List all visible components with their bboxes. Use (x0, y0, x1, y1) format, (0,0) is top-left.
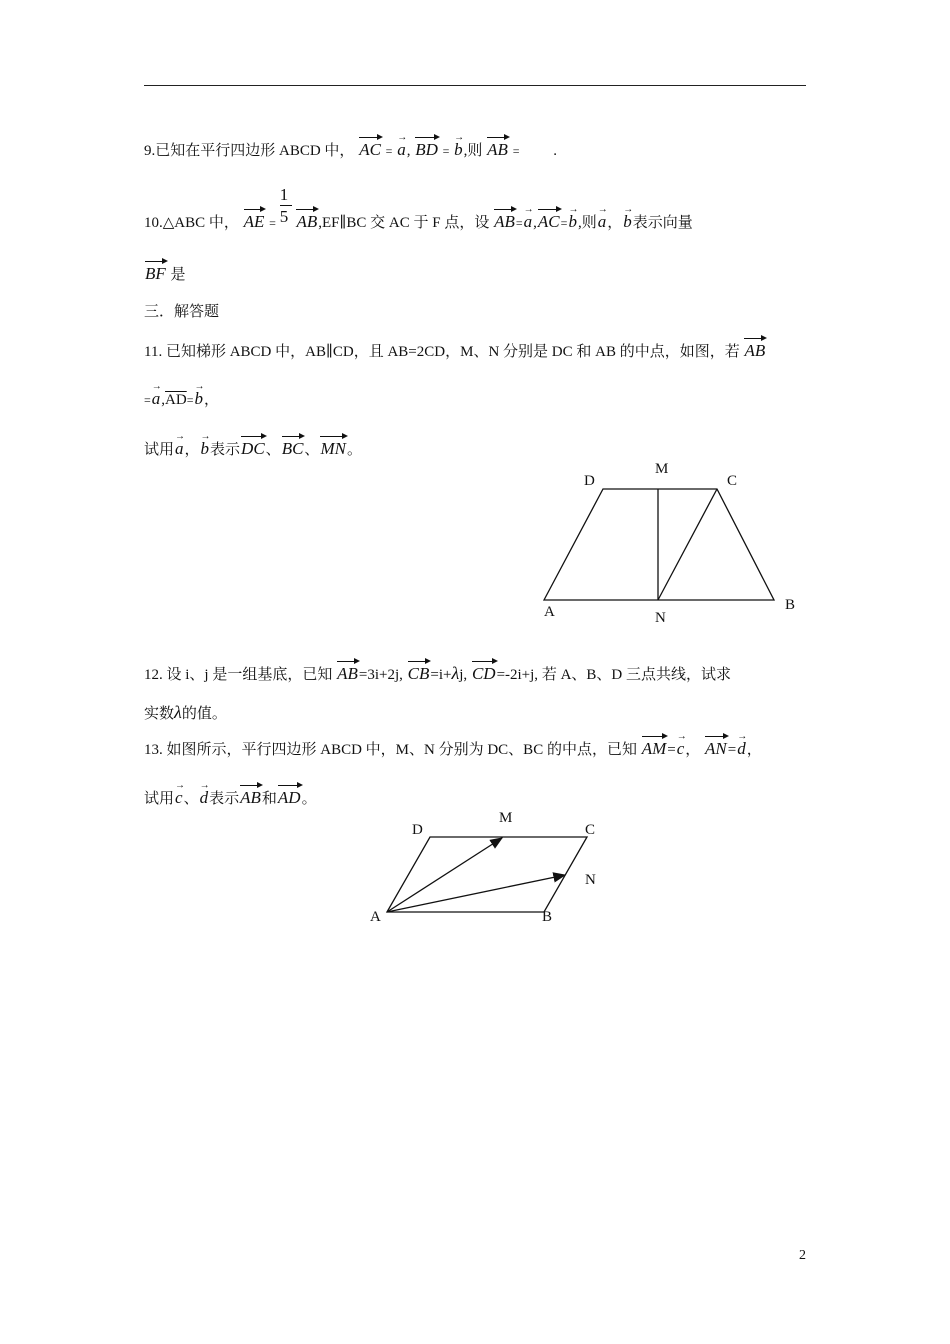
q13-text: 13. 如图所示，平行四边形 ABCD 中，M、N 分别为 DC、BC 的中点，已知 (144, 742, 637, 758)
q12-text: 12. 设 i、j 是一组基底，已知 (144, 667, 333, 683)
vector-ab: AB (494, 206, 515, 232)
equals: = (269, 216, 276, 230)
vector-am: AM (642, 733, 667, 759)
q9-then: ,则 (463, 143, 483, 159)
question-12-cont (144, 702, 227, 724)
label-d: D (584, 473, 595, 489)
vector-bf: BF (145, 258, 166, 284)
vector-dc: DC (241, 433, 265, 459)
vector-a: → a (175, 433, 184, 459)
vector-a: → a (524, 206, 533, 232)
vector-ab: AB (296, 206, 317, 232)
vector-cd: CD (472, 658, 496, 684)
vector-ad: AD (278, 782, 301, 808)
label-n: N (655, 610, 666, 626)
vector-a: → a (598, 206, 607, 232)
end: 。 (346, 442, 362, 458)
equals: = (442, 144, 450, 158)
trapezoid-figure (530, 455, 810, 630)
separator: ， (685, 742, 701, 758)
equals: = (727, 742, 737, 758)
equals: = (385, 144, 393, 158)
q10-text: 10.△ABC 中， (144, 215, 239, 231)
vector-bd: BD (415, 134, 438, 160)
q13-text-3: 表示 (209, 791, 240, 807)
comma: ， (746, 742, 762, 758)
label-m: M (499, 810, 513, 826)
lambda-symbol: λ (451, 663, 460, 683)
vector-ad: $\overline{AD}$ (165, 392, 187, 408)
vector-b: → b (568, 206, 577, 232)
question-10: 10.△ABC 中， AE = $\frac{1}{5}$ AB,EF∥BC 交 AC 于 F 点，设 AB=→ a,AC=→ b,则→ a，→ b表示向量 (144, 206, 693, 233)
period: . (553, 143, 557, 159)
question-11-cont (144, 383, 219, 410)
question-13 (144, 733, 762, 760)
q12-ab-value: =3i+2j, (358, 667, 403, 683)
q12-cb-value-2: j, (459, 667, 468, 683)
vector-b: → b (201, 433, 210, 459)
label-b: B (785, 597, 796, 613)
question-10-cont (144, 258, 186, 285)
separator: ， (607, 215, 623, 231)
equals: = (560, 216, 568, 230)
q10-text-5: 是 (170, 267, 186, 283)
vector-ac: AC (538, 206, 560, 232)
q10-text-4: 表示向量 (632, 215, 693, 231)
fraction-bar (280, 205, 292, 206)
fraction-denominator: 5 (279, 207, 289, 226)
question-13-task (144, 782, 317, 809)
header-rule (144, 85, 806, 86)
vector-c: → c (677, 733, 685, 759)
q11-text: 11. 已知梯形 ABCD 中，AB∥CD，且 AB=2CD，M、N 分别是 DC 和 AB 的中点，如图，若 (144, 344, 740, 360)
separator: 、 (265, 442, 281, 458)
q12-cd-value: =-2i+j, (496, 667, 539, 683)
q11-text-2: 试用 (144, 442, 175, 458)
label-n: N (585, 872, 596, 888)
equals: = (144, 393, 151, 407)
vector-ab: AB (744, 335, 765, 361)
vector-mn: MN (320, 433, 346, 459)
question-9 (144, 134, 557, 161)
vector-an: AN (705, 733, 727, 759)
label-c: C (585, 822, 596, 838)
comma: ， (203, 392, 219, 408)
vector-c: → c (175, 782, 183, 808)
q13-text-2: 试用 (144, 791, 175, 807)
q12-cb-value: =i+ (430, 667, 452, 683)
q12-text-2: 若 A、B、D 三点共线，试求 (541, 667, 731, 683)
segment-nc (658, 489, 717, 600)
equals: = (512, 144, 520, 158)
vector-cb: CB (408, 658, 430, 684)
q12-text-3: 实数 (144, 706, 175, 722)
label-a: A (544, 604, 555, 620)
separator: ， (184, 442, 200, 458)
end: 。 (301, 791, 317, 807)
label-c: C (727, 473, 738, 489)
vector-ac: AC (359, 134, 381, 160)
q13-and: 和 (261, 791, 277, 807)
comma: , (406, 143, 411, 159)
label-d: D (412, 822, 423, 838)
vector-a: → a (152, 383, 161, 409)
q12-text-4: 的值。 (181, 706, 227, 722)
vector-b: → b (623, 206, 632, 232)
vector-b: → b (454, 134, 463, 160)
vector-d: → d (200, 782, 209, 808)
equals: = (515, 216, 523, 230)
section-heading: 三．解答题 (144, 304, 220, 320)
vector-ae: AE (244, 206, 265, 232)
label-b: B (542, 909, 553, 925)
fraction-one-fifth (279, 185, 292, 227)
question-12 (144, 658, 731, 685)
vector-ab: AB (240, 782, 261, 808)
label-a: A (370, 909, 381, 925)
vector-ab: AB (487, 134, 508, 160)
label-m: M (655, 461, 669, 477)
q9-text: 9.已知在平行四边形 ABCD 中， (144, 143, 355, 159)
parallelogram-figure (360, 800, 620, 930)
q10-then: ,则 (577, 215, 597, 231)
vector-a: → a (397, 134, 406, 160)
vector-an-arrow (387, 875, 565, 912)
vector-b: → b (194, 383, 203, 409)
equals: = (667, 742, 676, 758)
q11-text-3: 表示 (210, 442, 241, 458)
equals: = (186, 393, 194, 407)
question-11-task (144, 433, 362, 460)
vector-bc: BC (282, 433, 304, 459)
trapezoid-outline (544, 489, 774, 600)
comma: , (161, 392, 166, 408)
separator: 、 (304, 442, 320, 458)
question-11 (144, 335, 766, 362)
vector-am-arrow (387, 838, 502, 912)
separator: 、 (183, 791, 199, 807)
vector-d: → d (737, 733, 746, 759)
vector-ab: AB (337, 658, 358, 684)
page-number: 2 (799, 1248, 806, 1263)
q10-text-2: ,EF∥BC 交 AC 于 F 点，设 (318, 215, 490, 231)
lambda-symbol: λ (174, 702, 182, 722)
fraction-numerator: 1 (279, 185, 289, 204)
